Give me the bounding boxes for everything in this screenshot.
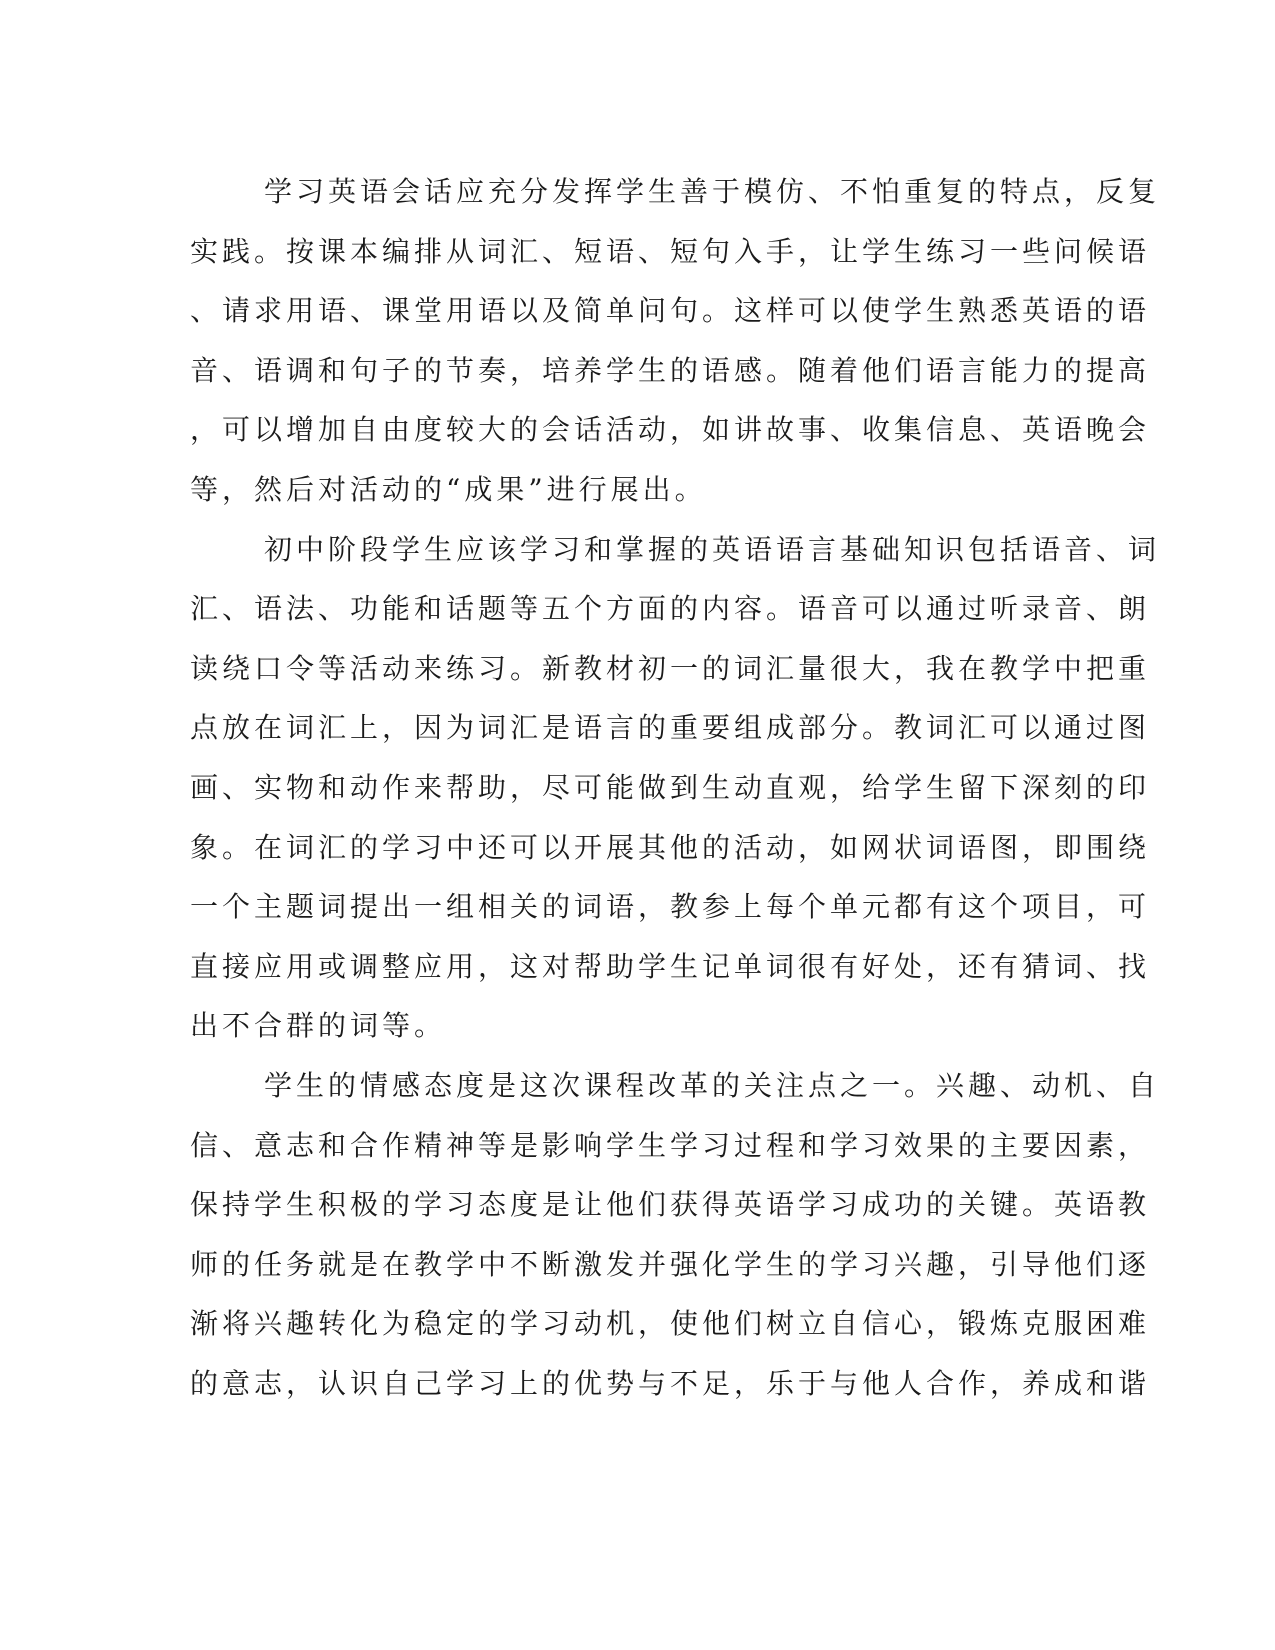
text-line: 画、实物和动作来帮助，尽可能做到生动直观，给学生留下深刻的印 — [190, 770, 1151, 804]
text-line: 学生的情感态度是这次课程改革的关注点之一。兴趣、动机、自 — [264, 1068, 1161, 1102]
text-line: 出不合群的词等。 — [190, 1009, 447, 1043]
text-line: 汇、语法、功能和话题等五个方面的内容。语音可以通过听录音、朗 — [190, 592, 1151, 626]
text-line: ，可以增加自由度较大的会话活动，如讲故事、收集信息、英语晚会 — [190, 413, 1151, 447]
paragraph-emotional-attitude — [190, 1056, 1161, 1414]
text-line: 师的任务就是在教学中不断激发并强化学生的学习兴趣，引导他们逐 — [190, 1247, 1151, 1281]
text-line: 的意志，认识自己学习上的优势与不足，乐于与他人合作，养成和谐 — [190, 1366, 1151, 1400]
text-line: 、请求用语、课堂用语以及简单问句。这样可以使学生熟悉英语的语 — [190, 294, 1151, 328]
paragraph-conversation-practice — [190, 162, 1161, 520]
text-line: 象。在词汇的学习中还可以开展其他的活动，如网状词语图，即围绕 — [190, 830, 1151, 864]
text-line: 信、意志和合作精神等是影响学生学习过程和学习效果的主要因素， — [190, 1128, 1151, 1162]
text-line: 直接应用或调整应用，这对帮助学生记单词很有好处，还有猜词、找 — [190, 949, 1151, 983]
text-line: 初中阶段学生应该学习和掌握的英语语言基础知识包括语音、词 — [264, 532, 1161, 566]
paragraph-language-knowledge — [190, 520, 1161, 1056]
body-text — [190, 162, 1161, 1413]
text-line: 读绕口令等活动来练习。新教材初一的词汇量很大，我在教学中把重 — [190, 651, 1151, 685]
text-line: 等，然后对活动的“成果”进行展出。 — [190, 472, 707, 506]
text-line: 保持学生积极的学习态度是让他们获得英语学习成功的关键。英语教 — [190, 1188, 1151, 1222]
text-line: 点放在词汇上，因为词汇是语言的重要组成部分。教词汇可以通过图 — [190, 711, 1151, 745]
text-line: 音、语调和句子的节奏，培养学生的语感。随着他们语言能力的提高 — [190, 353, 1151, 387]
text-line: 学习英语会话应充分发挥学生善于模仿、不怕重复的特点，反复 — [264, 175, 1161, 208]
text-line: 一个主题词提出一组相关的词语，教参上每个单元都有这个项目，可 — [190, 890, 1151, 924]
text-line: 实践。按课本编排从词汇、短语、短句入手，让学生练习一些问候语 — [190, 234, 1151, 268]
text-line: 渐将兴趣转化为稳定的学习动机，使他们树立自信心，锻炼克服困难 — [190, 1307, 1151, 1341]
